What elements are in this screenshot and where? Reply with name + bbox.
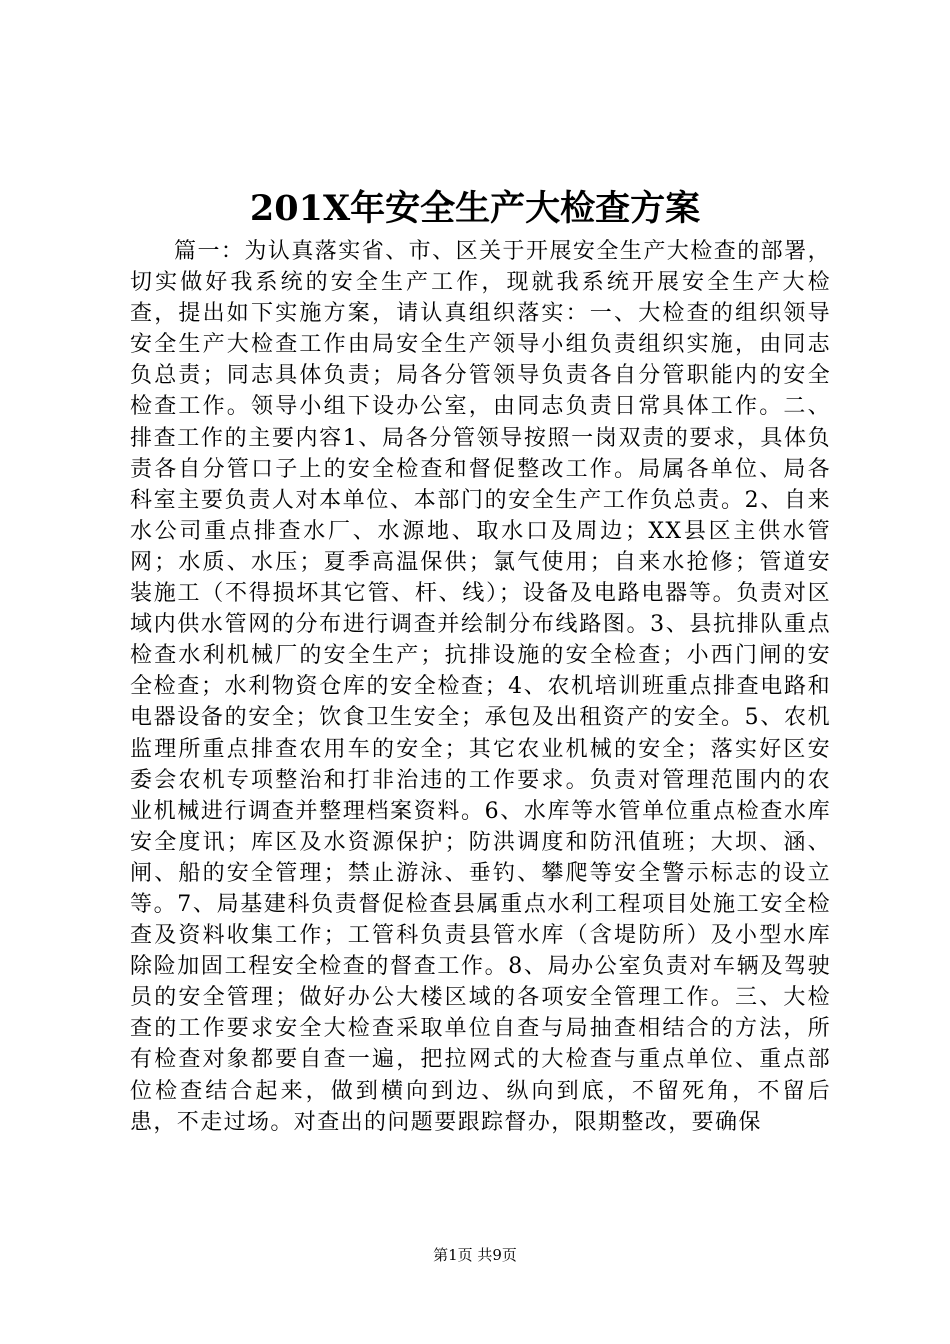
document-body: 篇一：为认真落实省、市、区关于开展安全生产大检查的部署，切实做好我系统的安全生产工作，现就我系统开展安全生产大检查，提出如下实施方案，请认真组织落实：一、大检查的组织领导安全生产大检查工作由局安全生产领导小组负责组织实施，由同志负总责；同志具体负责；局各分管领导负责各自分管职能内的安全检查工作。领导小组下设办公室，由同志负责日常具体工作。二、排查工作的主要内容1、局各分管领导按照一岗双责的要求，具体负责各自分管口子上的安全检查和督促整改工作。局属各单位、局各科室主要负责人对本单位、本部门的安全生产工作负总责。2、自来水公司重点排查水厂、水源地、取水口及周边；XX县区主供水管网；水质、水压；夏季高温保供；氯气使用；自来水抢修；管道安装施工（不得损坏其它管、杆、线）；设备及电路电器等。负责对区域内供水管网的分布进行调查并绘制分布线路图。3、县抗排队重点检查水利机械厂的安全生产；抗排设施的安全检查；小西门闸的安全检查；水利物资仓库的安全检查；4、农机培训班重点排查电路和电器设备的安全；饮食卫生安全；承包及出租资产的安全。5、农机监理所重点排查农用车的安全；其它农业机械的安全；落实好区安委会农机专项整治和打非治违的工作要求。负责对管理范围内的农业机械进行调查并整理档案资料。6、水库等水管单位重点检查水库安全度讯；库区及水资源保护；防洪调度和防汛值班；大坝、涵、闸、船的安全管理；禁止游泳、垂钓、攀爬等安全警示标志的设立等。7、局基建科负责督促检查县属重点水利工程项目处施工安全检查及资料收集工作；工管科负责县管水库（含堤防所）及小型水库除险加固工程安全检查的督查工作。8、局办公室负责对车辆及驾驶员的安全管理；做好办公大楼区域的各项安全管理工作。三、大检查的工作要求安全大检查采取单位自查与局抽查相结合的方法，所有检查对象都要自查一遍，把拉网式的大检查与重点单位、重点部位检查结合起来，做到横向到边、纵向到底，不留死角，不留后患，不走过场。对查出的问题要跟踪督办，限期整改，要确保 (130, 239, 831, 1135)
page-indicator: 第1页 共9页 (433, 1246, 517, 1264)
document-title: 201X年安全生产大检查方案 (249, 188, 701, 229)
